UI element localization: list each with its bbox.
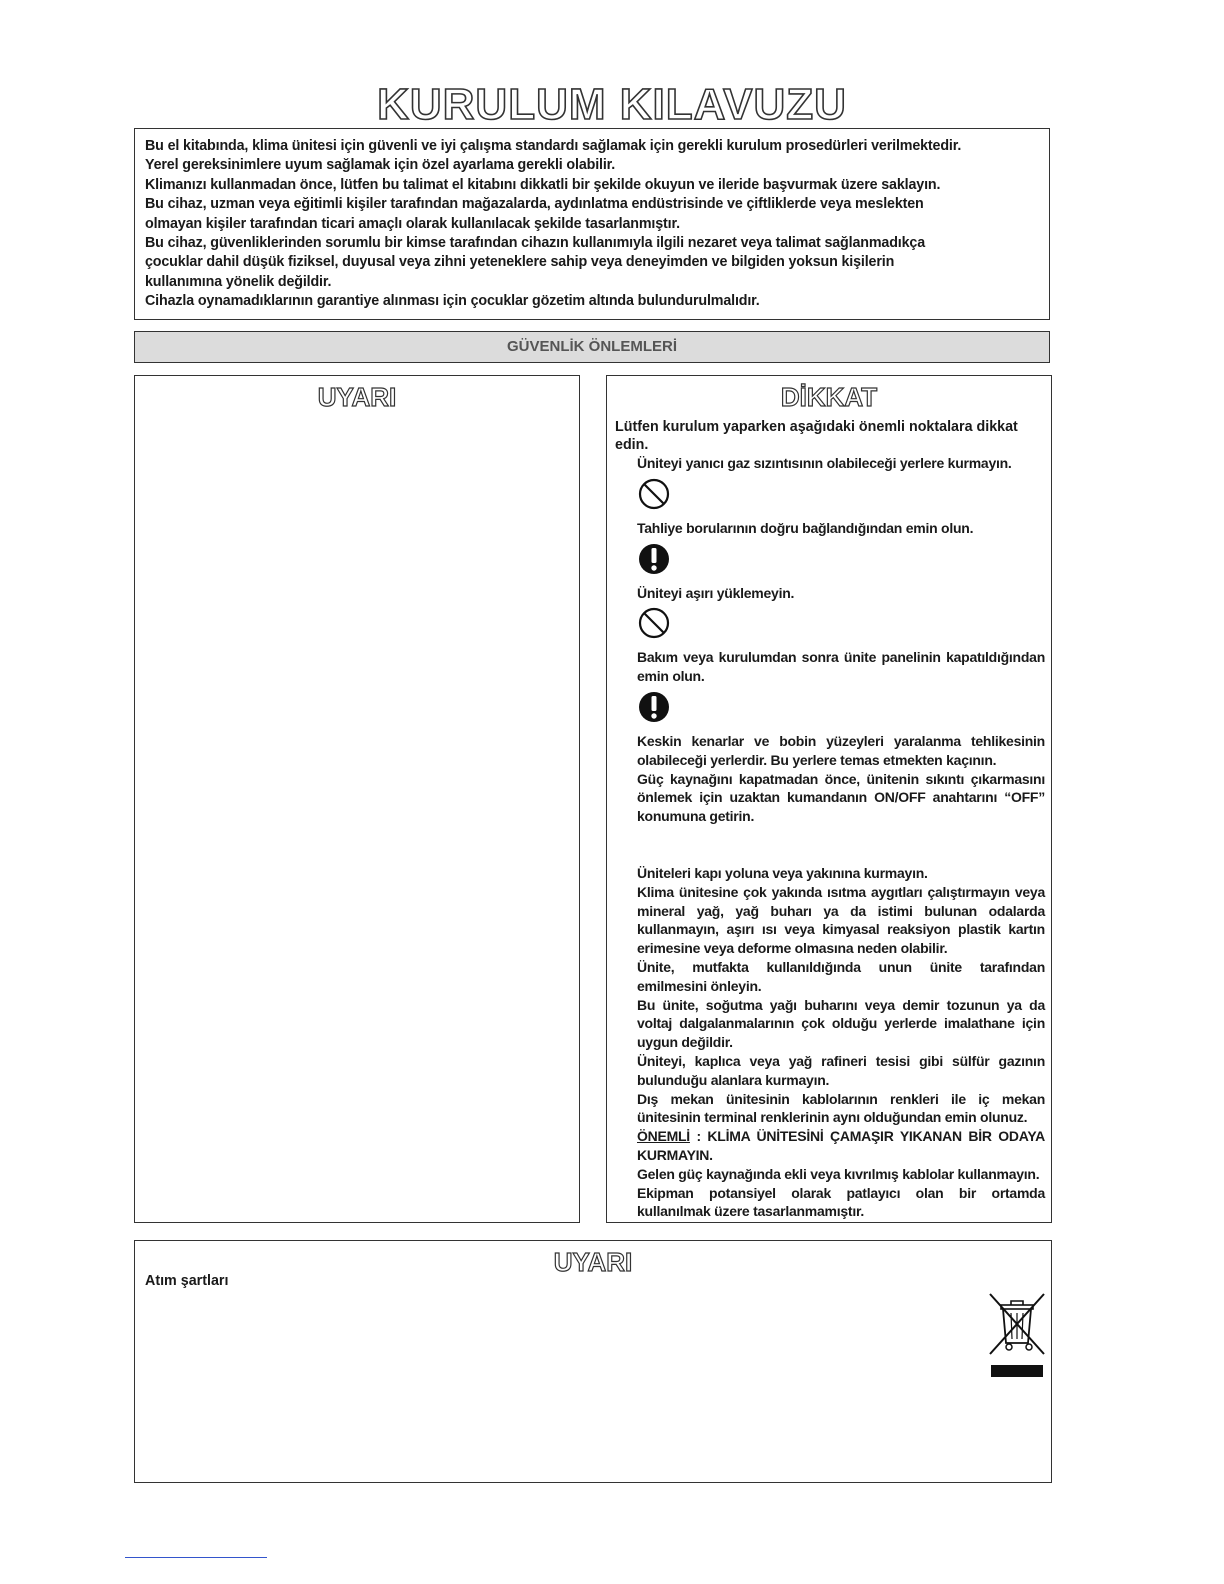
caution-item: Üniteleri kapı yoluna veya yakınına kurmayın.	[637, 864, 928, 881]
caution-item: Güç kaynağını kapatmadan önce, ünitenin sıkıntı çıkarmasını önlemek için uzaktan kumandanın ON/OFF anahtarını “OFF” konumuna getirin.	[637, 770, 1045, 825]
document-title: KURULUM KILAVUZU	[377, 80, 847, 129]
intro-line: Yerel gereksinimlere uyum sağlamak için özel ayarlama gerekli olabilir.	[145, 157, 616, 174]
exclamation-icon	[637, 542, 1051, 578]
caution-heading: DİKKAT	[780, 382, 878, 412]
important-text: : KLİMA ÜNİTESİNİ ÇAMAŞIR YIKANAN BİR ODAYA KURMAYIN.	[637, 1128, 1045, 1163]
caution-item: Ünite, mutfakta kullanıldığında unun ünite tarafından emilmesini önleyin.	[637, 958, 1045, 994]
caution-item: Üniteyi aşırı yüklemeyin.	[637, 584, 795, 601]
prohibition-icon	[637, 477, 1051, 513]
exclamation-icon	[637, 690, 1051, 726]
warning-heading: UYARI	[317, 382, 397, 412]
caution-item: Bu ünite, soğutma yağı buharını veya demir tozunun ya da voltaj dalgalanmalarının çok olduğu yerlerde imalathane için uygun değildir.	[637, 996, 1045, 1051]
caution-item: Tahliye borularının doğru bağlandığından emin olun.	[637, 519, 974, 536]
intro-line: olmayan kişiler tarafından ticari amaçlı olarak kullanılacak şekilde tasarlanmıştır.	[145, 215, 680, 232]
caution-box	[606, 375, 1052, 1223]
intro-line: Bu el kitabında, klima ünitesi için güvenli ve iyi çalışma standardı sağlamak için gerekli kurulum prosedürleri verilmektedir.	[145, 138, 962, 154]
caution-item: Klima ünitesine çok yakında ısıtma aygıtları çalıştırmayın veya mineral yağ, yağ buharı ya da istimi bulunan odalarda kullanmayın, aşırı ısı veya kimyasal reaksiyon plastik kartın erimesine veya deforme olmasına neden olabilir.	[637, 883, 1045, 957]
caution-intro: Lütfen kurulum yaparken aşağıdaki önemli noktalara dikkat edin.	[615, 419, 1018, 453]
intro-line: Bu cihaz, güvenliklerinden sorumlu bir kimse tarafından cihazın kullanımıyla ilgili nezaret veya talimat sağlanmadıkça	[145, 235, 926, 252]
intro-line: Cihazla oynamadıklarının garantiye alınması için çocuklar gözetim altında bulundurulmalıdır.	[145, 293, 760, 310]
important-label: ÖNEMLİ	[637, 1128, 690, 1145]
intro-line: çocuklar dahil düşük fiziksel, duyusal veya zihni yeteneklere sahip veya deneyimden ve bilgiden yoksun kişilerin	[145, 254, 895, 271]
prohibition-icon	[637, 606, 1051, 642]
caution-item: Üniteyi yanıcı gaz sızıntısının olabileceği yerlere kurmayın.	[637, 455, 1012, 471]
safety-precautions-band: GÜVENLİK ÖNLEMLERİ	[134, 331, 1050, 363]
intro-line: Klimanızı kullanmadan önce, lütfen bu talimat el kitabını dikkatli bir şekilde okuyun ve ileride başvurmak üzere saklayın.	[145, 176, 941, 193]
intro-line: Bu cihaz, uzman veya eğitimli kişiler tarafından mağazalarda, aydınlatma endüstrisinde ve çiftliklerde veya meslekten	[145, 196, 924, 213]
caution-item: Gelen güç kaynağında ekli veya kıvrılmış kablolar kullanmayın.	[637, 1165, 1040, 1182]
disposal-warning-box	[134, 1240, 1052, 1483]
intro-line: kullanımına yönelik değildir.	[145, 273, 332, 290]
caution-item: Dış mekan ünitesinin kablolarının renkleri ile iç mekan ünitesinin terminal renklerinin aynı olduğundan emin olunuz.	[637, 1090, 1045, 1126]
caution-item-important	[637, 1127, 1045, 1165]
intro-box	[134, 128, 1050, 320]
caution-item: Ekipman potansiyel olarak patlayıcı olan bir ortamda kullanılmak üzere tasarlanmamıştır.	[637, 1184, 1045, 1220]
caution-item: Keskin kenarlar ve bobin yüzeyleri yaralanma tehlikesinin olabileceği yerlerdir. Bu yerlere temas etmekten kaçının.	[637, 732, 1045, 768]
disposal-conditions-label: Atım şartları	[145, 1273, 229, 1289]
warning-box	[134, 375, 580, 1223]
caution-item: Bakım veya kurulumdan sonra ünite panelinin kapatıldığından emin olun.	[637, 649, 1045, 685]
crossed-bin-icon	[987, 1291, 1047, 1386]
caution-item: Üniteyi, kaplıca veya yağ rafineri tesisi gibi sülfür gazının bulunduğu alanlara kurmayın.	[637, 1052, 1045, 1088]
footer-rule	[125, 1557, 267, 1558]
disposal-warning-heading: UYARI	[553, 1247, 633, 1277]
